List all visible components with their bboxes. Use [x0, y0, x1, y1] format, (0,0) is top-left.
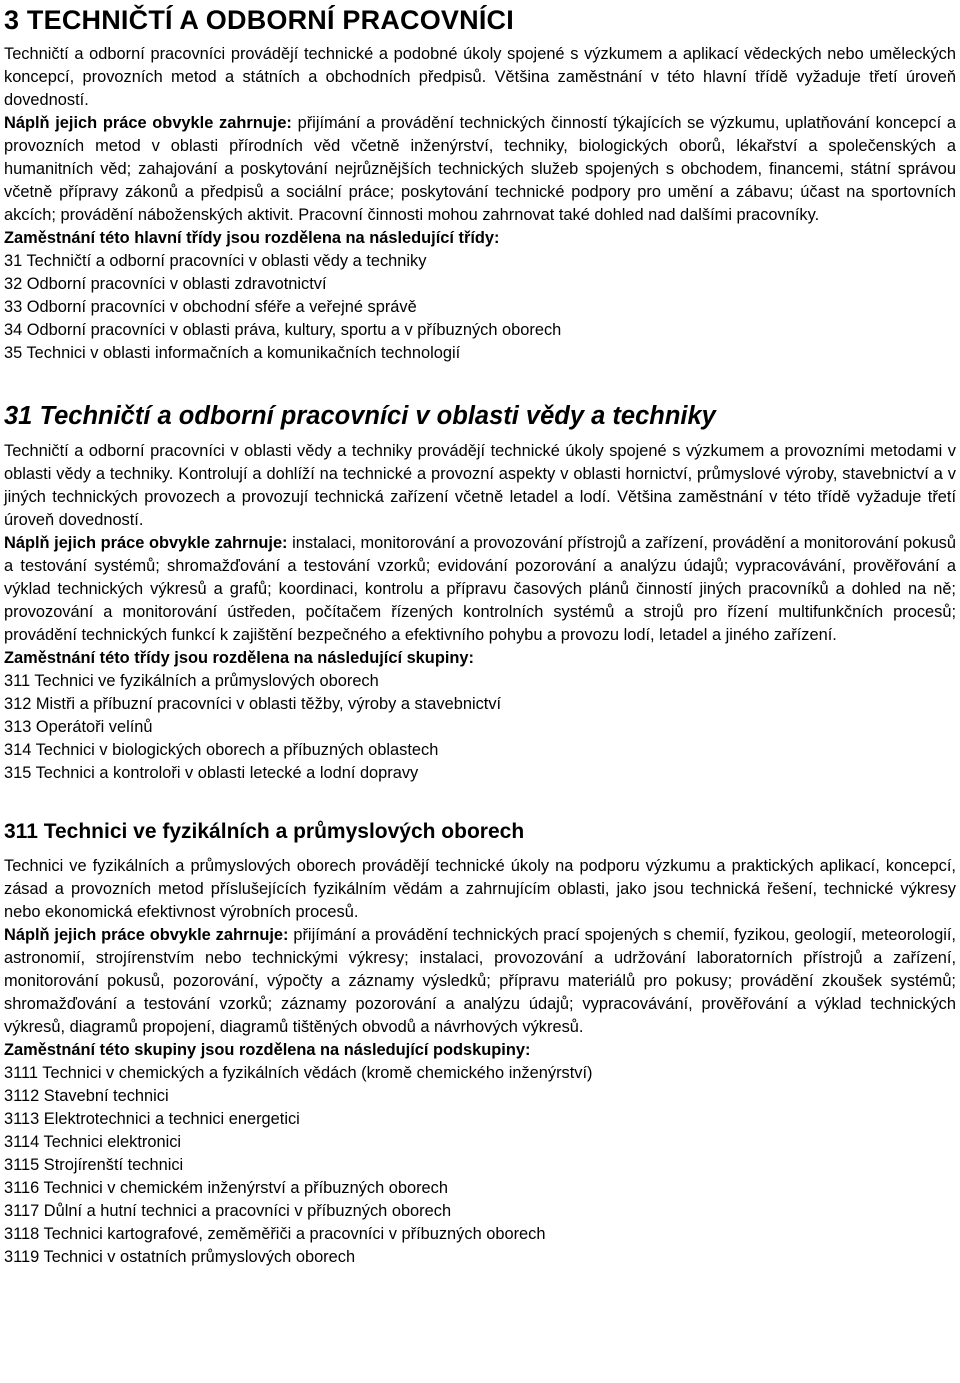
list-item: 34 Odborní pracovníci v oblasti práva, kultury, sportu a v příbuzných oborech [4, 321, 562, 339]
classes-list-label: Zaměstnání této hlavní třídy jsou rozdělena na následující třídy: [4, 229, 500, 247]
group-title: 311 Technici ve fyzikálních a průmyslových oborech [4, 820, 525, 843]
list-item: 3112 Stavební technici [4, 1087, 169, 1105]
list-item: 3114 Technici elektronici [4, 1133, 182, 1151]
list-item: 33 Odborní pracovníci v obchodní sféře a veřejné správě [4, 298, 417, 316]
class-title: 31 Techničtí a odborní pracovníci v oblasti vědy a techniky [4, 402, 716, 430]
list-item: 313 Operátoři velínů [4, 718, 153, 736]
subgroups-list [4, 1062, 956, 1269]
group-duties [4, 924, 956, 1039]
list-item: 32 Odborní pracovníci v oblasti zdravotnictví [4, 275, 327, 293]
list-item: 315 Technici a kontroloři v oblasti letecké a lodní dopravy [4, 764, 419, 782]
subgroups-list-label: Zaměstnání této skupiny jsou rozdělena na následující podskupiny: [4, 1041, 531, 1059]
list-item: 3116 Technici v chemickém inženýrství a příbuzných oborech [4, 1179, 448, 1197]
list-item: 314 Technici v biologických oborech a příbuzných oblastech [4, 741, 439, 759]
class-intro: Techničtí a odborní pracovníci v oblasti vědy a techniky provádějí technické úkoly spojené s výzkumem a provozními metodami v oblasti vědy a techniky. Kontrolují a dohlíží na technické a provozní aspekty v oblasti hornictví, průmyslové výroby, stavebnictví a v jiných technických provozech a provozují technická zařízení včetně letadel a lodí. Většina zaměstnání v této třídě vyžaduje třetí úroveň dovedností. [4, 442, 956, 529]
major-group-title: 3 TECHNIČTÍ A ODBORNÍ PRACOVNÍCI [4, 5, 514, 35]
groups-list [4, 670, 956, 785]
group-intro: Technici ve fyzikálních a průmyslových oborech provádějí technické úkoly na podporu výzkumu a praktických aplikací, koncepcí, zásad a provozních metod příslušejících fyzikálním vědám a zahrnujícím oblasti, jako jsou technická řešení, technické výkresy nebo ekonomická efektivnost výrobních procesů. [4, 857, 956, 921]
list-item: 3115 Strojírenští technici [4, 1156, 184, 1174]
classes-list [4, 250, 956, 365]
class-duties [4, 532, 956, 647]
duties-label: Náplň jejich práce obvykle zahrnuje: [4, 926, 289, 944]
duties-text: přijímání a provádění technických činností týkajících se výzkumu, uplatňování koncepcí a provozních metod v oblasti přírodních věd včetně inženýrství, techniky, biologických oborů, lékařství a společenských a humanitních věd; zahajování a poskytování nejrůznějších technických služeb spojených s obchodem, financemi, státní správou včetně přípravy zákonů a předpisů a sociální práce; poskytování technické podpory pro umění a zábavu; účast na sportovních akcích; provádění náboženských aktivit. Pracovní činnosti mohou zahrnovat také dohled nad dalšími pracovníky. [4, 114, 956, 224]
list-item: 312 Mistři a příbuzní pracovníci v oblasti těžby, výroby a stavebnictví [4, 695, 502, 713]
duties-text: instalaci, monitorování a provozování přístrojů a zařízení, provádění a monitorování pokusů a testování systémů; shromažďování a testování vzorků; evidování pozorování a analýzu údajů; vypracovávání, prověřování a výklad technických výkresů a grafů; koordinaci, kontrolu a přípravu časových plánů činností jiných pracovníků a dohled na ně; provozování a monitorování ústředen, počítačem řízených kontrolních systémů a strojů pro řízení multifunkčních procesů; provádění technických funkcí k zajištění bezpečného a efektivního pohybu a provozu lodí, letadel a jiného zařízení. [4, 534, 956, 644]
list-item: 311 Technici ve fyzikálních a průmyslových oborech [4, 672, 379, 690]
list-item: 3113 Elektrotechnici a technici energetici [4, 1110, 300, 1128]
duties-label: Náplň jejich práce obvykle zahrnuje: [4, 534, 288, 552]
list-item: 3119 Technici v ostatních průmyslových oborech [4, 1248, 356, 1266]
list-item: 31 Techničtí a odborní pracovníci v oblasti vědy a techniky [4, 252, 427, 270]
list-item: 35 Technici v oblasti informačních a komunikačních technologií [4, 344, 461, 362]
list-item: 3118 Technici kartografové, zeměměřiči a pracovníci v příbuzných oborech [4, 1225, 546, 1243]
duties-text: přijímání a provádění technických prací spojených s chemií, fyzikou, geologií, meteorologií, astronomií, strojírenstvím nebo technickými výkresy; instalaci, provozování a udržování laboratorních přístrojů a zařízení, monitorování pokusů, pozorování, výpočty a záznamy výsledků; přípravu materiálů pro pokusy; provádění zkoušek systémů; shromažďování a testování vzorků; záznamy pozorování a analýzu údajů; vypracovávání, prověřování a výklad technických výkresů, diagramů propojení, diagramů tištěných obvodů a návrhových výkresů. [4, 926, 956, 1036]
groups-list-label: Zaměstnání této třídy jsou rozdělena na následující skupiny: [4, 649, 474, 667]
duties-label: Náplň jejich práce obvykle zahrnuje: [4, 114, 292, 132]
list-item: 3111 Technici v chemických a fyzikálních vědách (kromě chemického inženýrství) [4, 1064, 593, 1082]
major-group-duties [4, 112, 956, 227]
list-item: 3117 Důlní a hutní technici a pracovníci v příbuzných oborech [4, 1202, 452, 1220]
major-group-intro: Techničtí a odborní pracovníci provádějí technické a podobné úkoly spojené s výzkumem a aplikací vědeckých nebo uměleckých koncepcí, provozních metod a státních a obchodních předpisů. Většina zaměstnání v této hlavní třídě vyžaduje třetí úroveň dovedností. [4, 45, 956, 109]
